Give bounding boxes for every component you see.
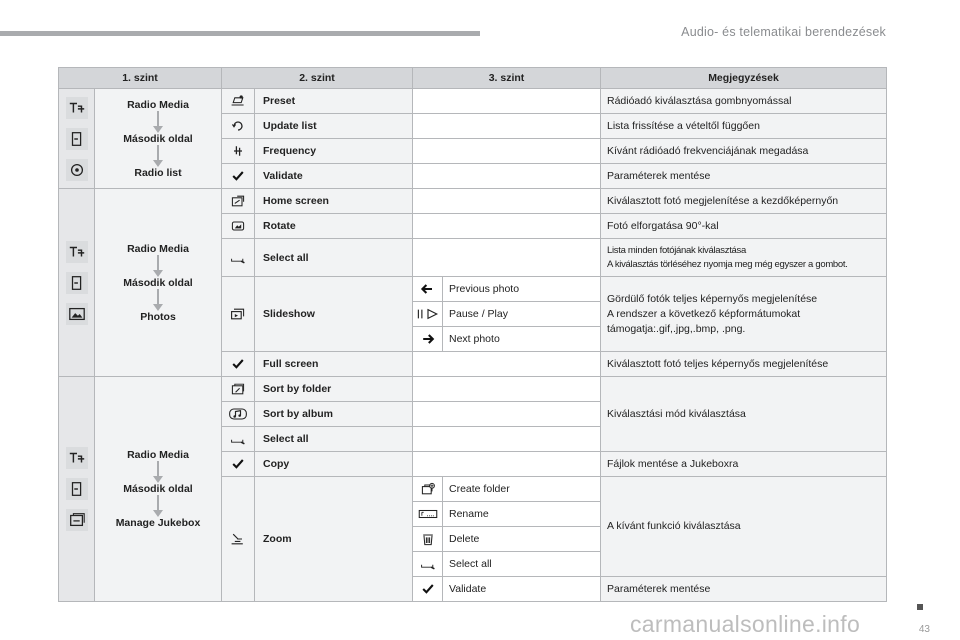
menu-item-preset[interactable]: Preset — [255, 89, 413, 114]
empty-cell — [413, 164, 601, 189]
select-all-icon — [222, 427, 255, 452]
menu-item-select-all[interactable]: Select all — [255, 239, 413, 277]
empty-cell — [413, 214, 601, 239]
empty-cell — [413, 89, 601, 114]
select-all-icon — [222, 239, 255, 277]
zoom-icon — [222, 477, 255, 602]
menu-item-validate[interactable]: Validate — [443, 577, 601, 602]
radio-list-icon — [66, 159, 88, 181]
menu-item-sort-by-folder[interactable]: Sort by folder — [255, 377, 413, 402]
watermark: carmanualsonline.info — [630, 611, 861, 637]
col-header-level3: 3. szint — [413, 68, 601, 89]
menu-item-zoom[interactable]: Zoom — [255, 477, 413, 602]
menu-item-select-all[interactable]: Select all — [443, 552, 601, 577]
menu-item-slideshow[interactable]: Slideshow — [255, 277, 413, 352]
section2-icons — [59, 189, 95, 377]
select-all-icon — [413, 552, 443, 577]
note — [601, 277, 887, 352]
section1-path — [95, 89, 222, 189]
menu-item-rotate[interactable]: Rotate — [255, 214, 413, 239]
radio-media-icon — [66, 97, 88, 119]
note-line: A rendszer a következő képformátumokat — [607, 307, 801, 320]
menu-item-previous-photo[interactable]: Previous photo — [443, 277, 601, 302]
check-icon — [413, 577, 443, 602]
menu-item-sort-by-album[interactable]: Sort by album — [255, 402, 413, 427]
empty-cell — [413, 427, 601, 452]
next-icon — [413, 327, 443, 352]
col-header-level1: 1. szint — [59, 68, 222, 89]
check-icon — [222, 352, 255, 377]
path-step: Második oldal — [123, 276, 193, 289]
photos-icon — [66, 303, 88, 325]
note-line: támogatja:.gif,.jpg,.bmp, .png. — [607, 322, 746, 335]
note: Paraméterek mentése — [601, 164, 887, 189]
path-arrow — [153, 145, 163, 167]
check-icon — [222, 452, 255, 477]
empty-cell — [413, 114, 601, 139]
menu-item-select-all[interactable]: Select all — [255, 427, 413, 452]
menu-item-validate[interactable]: Validate — [255, 164, 413, 189]
note: Kiválasztott fotó teljes képernyős megjelenítése — [601, 352, 887, 377]
preset-icon — [222, 89, 255, 114]
header-title: Audio- és telematikai berendezések — [681, 25, 886, 39]
note: A kívánt funkció kiválasztása — [601, 477, 887, 577]
menu-item-frequency[interactable]: Frequency — [255, 139, 413, 164]
second-page-icon — [66, 478, 88, 500]
menu-item-copy[interactable]: Copy — [255, 452, 413, 477]
check-icon — [222, 164, 255, 189]
path-step: Photos — [140, 310, 176, 323]
menu-item-update-list[interactable]: Update list — [255, 114, 413, 139]
path-step: Manage Jukebox — [115, 517, 201, 529]
frequency-icon — [222, 139, 255, 164]
menu-item-full-screen[interactable]: Full screen — [255, 352, 413, 377]
menu-item-rename[interactable]: Rename — [443, 502, 601, 527]
path-arrow — [153, 289, 163, 311]
empty-cell — [413, 377, 601, 402]
menu-item-pause-play[interactable]: Pause / Play — [443, 302, 601, 327]
manage-jukebox-icon — [66, 509, 88, 531]
note: Rádióadó kiválasztása gombnyomással — [601, 89, 887, 114]
path-step: Radio Media — [127, 98, 189, 111]
radio-media-icon — [66, 241, 88, 263]
previous-icon — [413, 277, 443, 302]
empty-cell — [413, 139, 601, 164]
note-line: Lista minden fotójának kiválasztása — [607, 244, 746, 256]
path-arrow — [153, 255, 163, 277]
page-marker — [917, 604, 923, 610]
path-arrow — [153, 495, 163, 517]
note: Lista frissítése a vételtől függően — [601, 114, 887, 139]
rename-icon — [413, 502, 443, 527]
second-page-icon — [66, 272, 88, 294]
section3-icons — [59, 377, 95, 602]
path-step: Radio list — [134, 166, 182, 179]
menu-table — [58, 67, 887, 602]
note: Paraméterek mentése — [601, 577, 887, 602]
note: Kiválasztott fotó megjelenítése a kezdőképernyőn — [601, 189, 887, 214]
rotate-icon — [222, 214, 255, 239]
update-icon — [222, 114, 255, 139]
page-number: 43 — [918, 624, 930, 635]
empty-cell — [413, 452, 601, 477]
note-line: A kiválasztás törléséhez nyomja meg még egyszer a gombot. — [607, 258, 848, 270]
delete-icon — [413, 527, 443, 552]
path-arrow — [153, 461, 163, 483]
empty-cell — [413, 402, 601, 427]
header-bar — [0, 31, 480, 36]
menu-item-home-screen[interactable]: Home screen — [255, 189, 413, 214]
home-screen-icon — [222, 189, 255, 214]
path-step: Radio Media — [127, 449, 189, 461]
note: Kiválasztási mód kiválasztása — [601, 377, 887, 452]
section1-icons — [59, 89, 95, 189]
second-page-icon — [66, 128, 88, 150]
note: Fájlok mentése a Jukeboxra — [601, 452, 887, 477]
col-header-level2: 2. szint — [222, 68, 413, 89]
path-step: Második oldal — [123, 132, 193, 145]
create-folder-icon — [413, 477, 443, 502]
pause-play-icon — [413, 302, 443, 327]
slideshow-icon — [222, 277, 255, 352]
menu-item-delete[interactable]: Delete — [443, 527, 601, 552]
path-arrow — [153, 111, 163, 133]
folder-icon — [222, 377, 255, 402]
section2-path — [95, 189, 222, 377]
menu-item-create-folder[interactable]: Create folder — [443, 477, 601, 502]
path-step: Második oldal — [123, 483, 193, 495]
col-header-notes: Megjegyzések — [601, 68, 887, 89]
radio-media-icon — [66, 447, 88, 469]
path-step: Radio Media — [127, 242, 189, 255]
empty-cell — [413, 239, 601, 277]
empty-cell — [413, 352, 601, 377]
album-icon — [222, 402, 255, 427]
menu-item-next-photo[interactable]: Next photo — [443, 327, 601, 352]
note — [601, 239, 887, 277]
empty-cell — [413, 189, 601, 214]
note: Fotó elforgatása 90°-kal — [601, 214, 887, 239]
section3-path — [95, 377, 222, 602]
note: Kívánt rádióadó frekvenciájának megadása — [601, 139, 887, 164]
note-line: Gördülő fotók teljes képernyős megjelenítése — [607, 292, 818, 305]
